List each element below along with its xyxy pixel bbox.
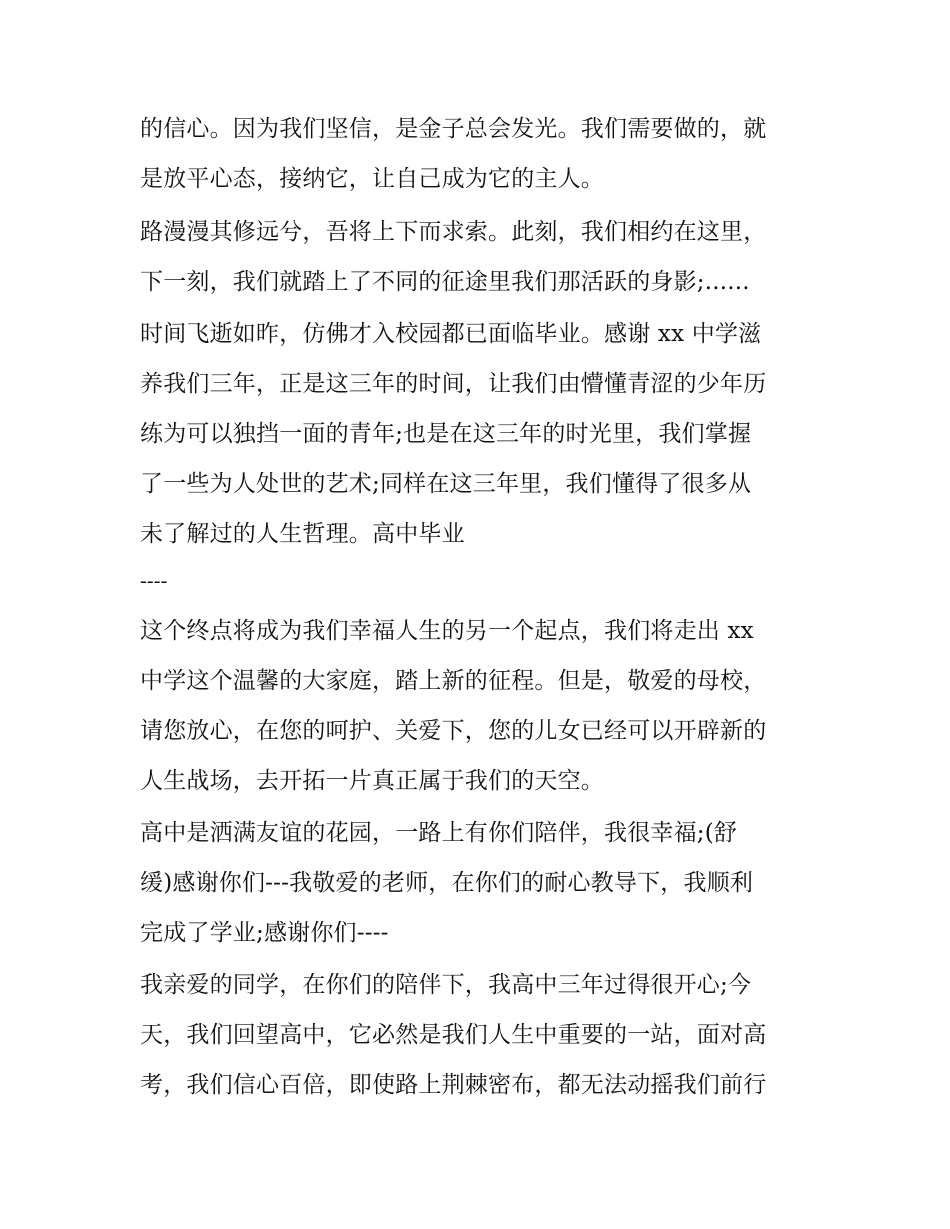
text-line: 练为可以独挡一面的青年;也是在这三年的时光里，我们掌握	[140, 421, 752, 447]
text-line: 中学这个温馨的大家庭，踏上新的征程。但是，敬爱的母校，	[140, 668, 767, 694]
separator-dashes: ----	[140, 570, 168, 592]
text-line: 这个终点将成为我们幸福人生的另一个起点，我们将走出 xx	[140, 618, 754, 644]
text-line: 完成了学业;感谢你们----	[140, 920, 389, 946]
text-line: 是放平心态，接纳它，让自己成为它的主人。	[140, 166, 604, 192]
text-line: 考，我们信心百倍，即使路上荆棘密布，都无法动摇我们前行	[140, 1072, 767, 1098]
text-line: 养我们三年，正是这三年的时间，让我们由懵懂青涩的少年历	[140, 371, 767, 397]
text-line: 我亲爱的同学，在你们的陪伴下，我高中三年过得很开心;今	[140, 972, 752, 998]
text-line: 请您放心，在您的呵护、关爱下，您的儿女已经可以开辟新的	[140, 718, 767, 744]
text-line: 路漫漫其修远兮，吾将上下而求索。此刻，我们相约在这里，	[140, 219, 767, 245]
text-line: 人生战场，去开拓一片真正属于我们的天空。	[140, 768, 604, 794]
text-line: 的信心。因为我们坚信，是金子总会发光。我们需要做的，就	[140, 116, 767, 142]
text-line: 下一刻，我们就踏上了不同的征途里我们那活跃的身影;......	[140, 269, 750, 295]
text-line: 未了解过的人生哲理。高中毕业	[140, 521, 465, 547]
text-line: 高中是洒满友谊的花园，一路上有你们陪伴，我很幸福;(舒	[140, 820, 738, 846]
text-line: 天，我们回望高中，它必然是我们人生中重要的一站，面对高	[140, 1022, 767, 1048]
text-line: 缓)感谢你们---我敬爱的老师，在你们的耐心教导下，我顺利	[140, 870, 754, 896]
text-line: 时间飞逝如昨，仿佛才入校园都已面临毕业。感谢 xx 中学滋	[140, 321, 762, 347]
text-line: 了一些为人处世的艺术;同样在这三年里，我们懂得了很多从	[140, 471, 752, 497]
